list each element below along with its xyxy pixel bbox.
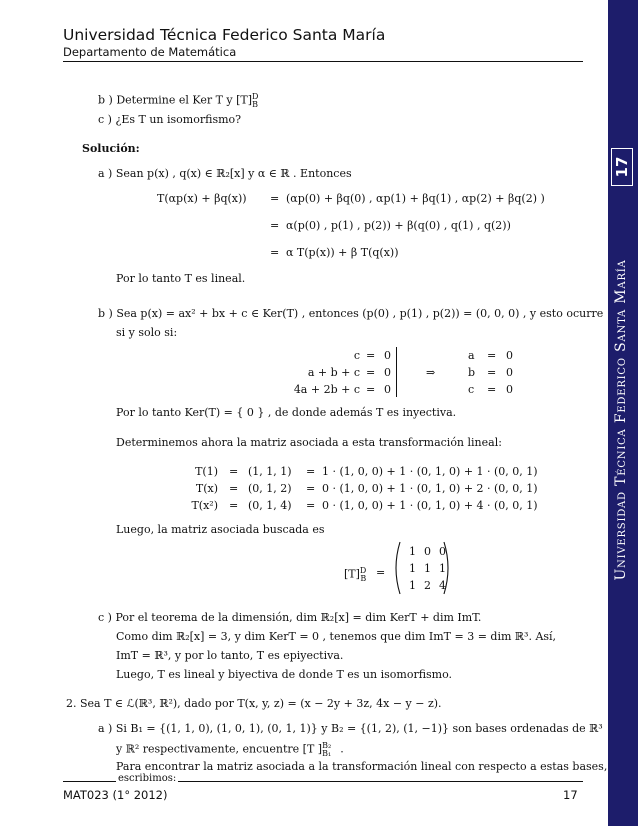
matrix-cell-2-2: 4: [439, 579, 446, 592]
solution-var-a: a: [468, 349, 475, 362]
solution-eq-2: =: [487, 366, 497, 379]
part-c-line2: Como dim ℝ₂[x] = 3, y dim KerT = 0 , tenemos que dim ImT = 3 = dim ℝ³. Así,: [116, 630, 557, 643]
question-b-text: b ) Determine el Ker T y [T]: [98, 93, 253, 107]
matrix-cell-0-1: 0: [424, 545, 431, 558]
header-rule: [63, 61, 583, 62]
matrix-label: [344, 566, 372, 583]
problem-2-a-sub: B₁: [322, 748, 332, 758]
part-a-eq1-lhs: T(αp(x) + βq(x)): [157, 192, 247, 205]
footer-course: MAT023 (1° 2012): [63, 788, 168, 802]
system-eq-2: =: [366, 366, 376, 379]
question-b-sup: D: [251, 92, 259, 101]
image-lhs-3: T(x²): [191, 499, 218, 512]
part-b-line2: si y solo si:: [116, 326, 178, 339]
header-title: Universidad Técnica Federico Santa María: [63, 26, 386, 44]
image-lhs-2: T(x): [195, 482, 218, 495]
matrix-label-text: [T]: [344, 567, 360, 581]
system-left-3: 4a + 2b + c: [293, 383, 360, 396]
part-b-kernel: Por lo tanto Ker(T) = { 0 } , de donde además T es inyectiva.: [116, 406, 457, 419]
matrix-cell-1-2: 1: [439, 562, 446, 575]
matrix-cell-2-1: 2: [424, 579, 431, 592]
sidebar-page-number: 17: [613, 156, 631, 178]
problem-2-statement: 2. Sea T ∈ ℒ(ℝ³, ℝ²), dado por T(x, y, z) = (x − 2y + 3z, 4x − y − z).: [66, 697, 442, 710]
system-bracket: [396, 347, 397, 397]
image-eq-2: =: [229, 482, 239, 495]
part-b-line1: b ) Sea p(x) = ax² + bx + c ∈ Ker(T) , entonces (p(0) , p(1) , p(2)) = (0, 0, 0) , y esto ocurre: [98, 307, 604, 320]
question-b: [98, 92, 264, 109]
question-c: c ) ¿Es T un isomorfismo?: [98, 113, 242, 126]
solution-zero-2: 0: [506, 366, 513, 379]
system-left-1: c: [353, 349, 360, 362]
question-b-sub: B: [252, 99, 258, 109]
solution-zero-3: 0: [506, 383, 513, 396]
system-zero-2: 0: [384, 366, 391, 379]
solution-var-c: c: [468, 383, 475, 396]
sidebar-university: Universidad Técnica Federico Santa María: [613, 259, 629, 581]
solution-eq-1: =: [487, 349, 497, 362]
problem-2-a-line2-text: y ℝ² respectivamente, encuentre [T ]: [116, 742, 323, 756]
solution-eq-3: =: [487, 383, 497, 396]
matrix-cell-1-1: 1: [424, 562, 431, 575]
part-a-eq2-equals: =: [270, 219, 280, 232]
image-val-2: (0, 1, 2): [248, 482, 292, 495]
part-c-line1: c ) Por el teorema de la dimensión, dim ℝ₂[x] = dim KerT + dim ImT.: [98, 611, 482, 624]
matrix-cell-2-0: 1: [409, 579, 416, 592]
image-eq2-2: =: [306, 482, 316, 495]
part-a-eq2-rhs: α(p(0) , p(1) , p(2)) + β(q(0) , q(1) , q(2)): [286, 219, 511, 232]
part-a-eq1-equals: =: [270, 192, 280, 205]
matrix-left-paren: [396, 542, 400, 594]
system-zero-1: 0: [384, 349, 391, 362]
problem-2-a-line3: Para encontrar la matriz asociada a la transformación lineal con respecto a estas bases,: [116, 760, 608, 773]
part-b-matrix-intro: Determinemos ahora la matriz asociada a esta transformación lineal:: [116, 436, 502, 449]
header-department: Departamento de Matemática: [63, 45, 237, 59]
part-a-eq3-equals: =: [270, 246, 280, 259]
system-zero-3: 0: [384, 383, 391, 396]
part-c-line4: Luego, T es lineal y biyectiva de donde T es un isomorfismo.: [116, 668, 453, 681]
problem-2-a-sup: B₂: [322, 741, 332, 750]
implies-arrow: ⇒: [426, 366, 436, 379]
part-a-intro: a ) Sean p(x) , q(x) ∈ ℝ₂[x] y α ∈ ℝ . Entonces: [98, 167, 352, 180]
problem-2-a-line2: y ℝ² respectivamente, encuentre [T ]$^{B_2}_{B_1}$ .: [116, 741, 344, 758]
system-left-2: a + b + c: [307, 366, 360, 379]
image-val-1: (1, 1, 1): [248, 465, 292, 478]
part-a-eq3-rhs: α T(p(x)) + β T(q(x)): [286, 246, 399, 259]
system-eq-3: =: [366, 383, 376, 396]
image-eq-3: =: [229, 499, 239, 512]
sidebar-page-badge: [611, 148, 633, 186]
matrix-equals: =: [376, 566, 386, 579]
part-a-conclusion: Por lo tanto T es lineal.: [116, 272, 246, 285]
image-comb-1: 1 · (1, 0, 0) + 1 · (0, 1, 0) + 1 · (0, 0, 1): [322, 465, 538, 478]
footer-page-number: 17: [563, 788, 578, 802]
image-val-3: (0, 1, 4): [248, 499, 292, 512]
matrix-label-sup: D: [359, 566, 367, 575]
solution-var-b: b: [468, 366, 476, 379]
part-c-line3: ImT = ℝ³, y por lo tanto, T es epiyectiva.: [116, 649, 344, 662]
image-eq-1: =: [229, 465, 239, 478]
image-eq2-3: =: [306, 499, 316, 512]
solution-zero-1: 0: [506, 349, 513, 362]
image-lhs-1: T(1): [195, 465, 218, 478]
system-eq-1: =: [366, 349, 376, 362]
image-comb-2: 0 · (1, 0, 0) + 1 · (0, 1, 0) + 2 · (0, 0, 1): [322, 482, 538, 495]
part-b-matrix-caption: Luego, la matriz asociada buscada es: [116, 523, 325, 536]
matrix-label-sub: B: [360, 573, 367, 583]
matrix-cell-1-0: 1: [409, 562, 416, 575]
matrix-cell-0-2: 0: [439, 545, 446, 558]
problem-2-a-line4: escribimos:: [118, 773, 177, 784]
part-a-eq1-rhs: (αp(0) + βq(0) , αp(1) + βq(1) , αp(2) + βq(2) ): [286, 192, 545, 205]
image-eq2-1: =: [306, 465, 316, 478]
image-comb-3: 0 · (1, 0, 0) + 1 · (0, 1, 0) + 4 · (0, 0, 1): [322, 499, 538, 512]
solution-heading: Solución:: [82, 142, 140, 155]
matrix-cell-0-0: 1: [409, 545, 416, 558]
problem-2-a-line1: a ) Si B₁ = {(1, 1, 0), (1, 0, 1), (0, 1, 1)} y B₂ = {(1, 2), (1, −1)} son bases ordenadas de ℝ³: [98, 722, 603, 735]
